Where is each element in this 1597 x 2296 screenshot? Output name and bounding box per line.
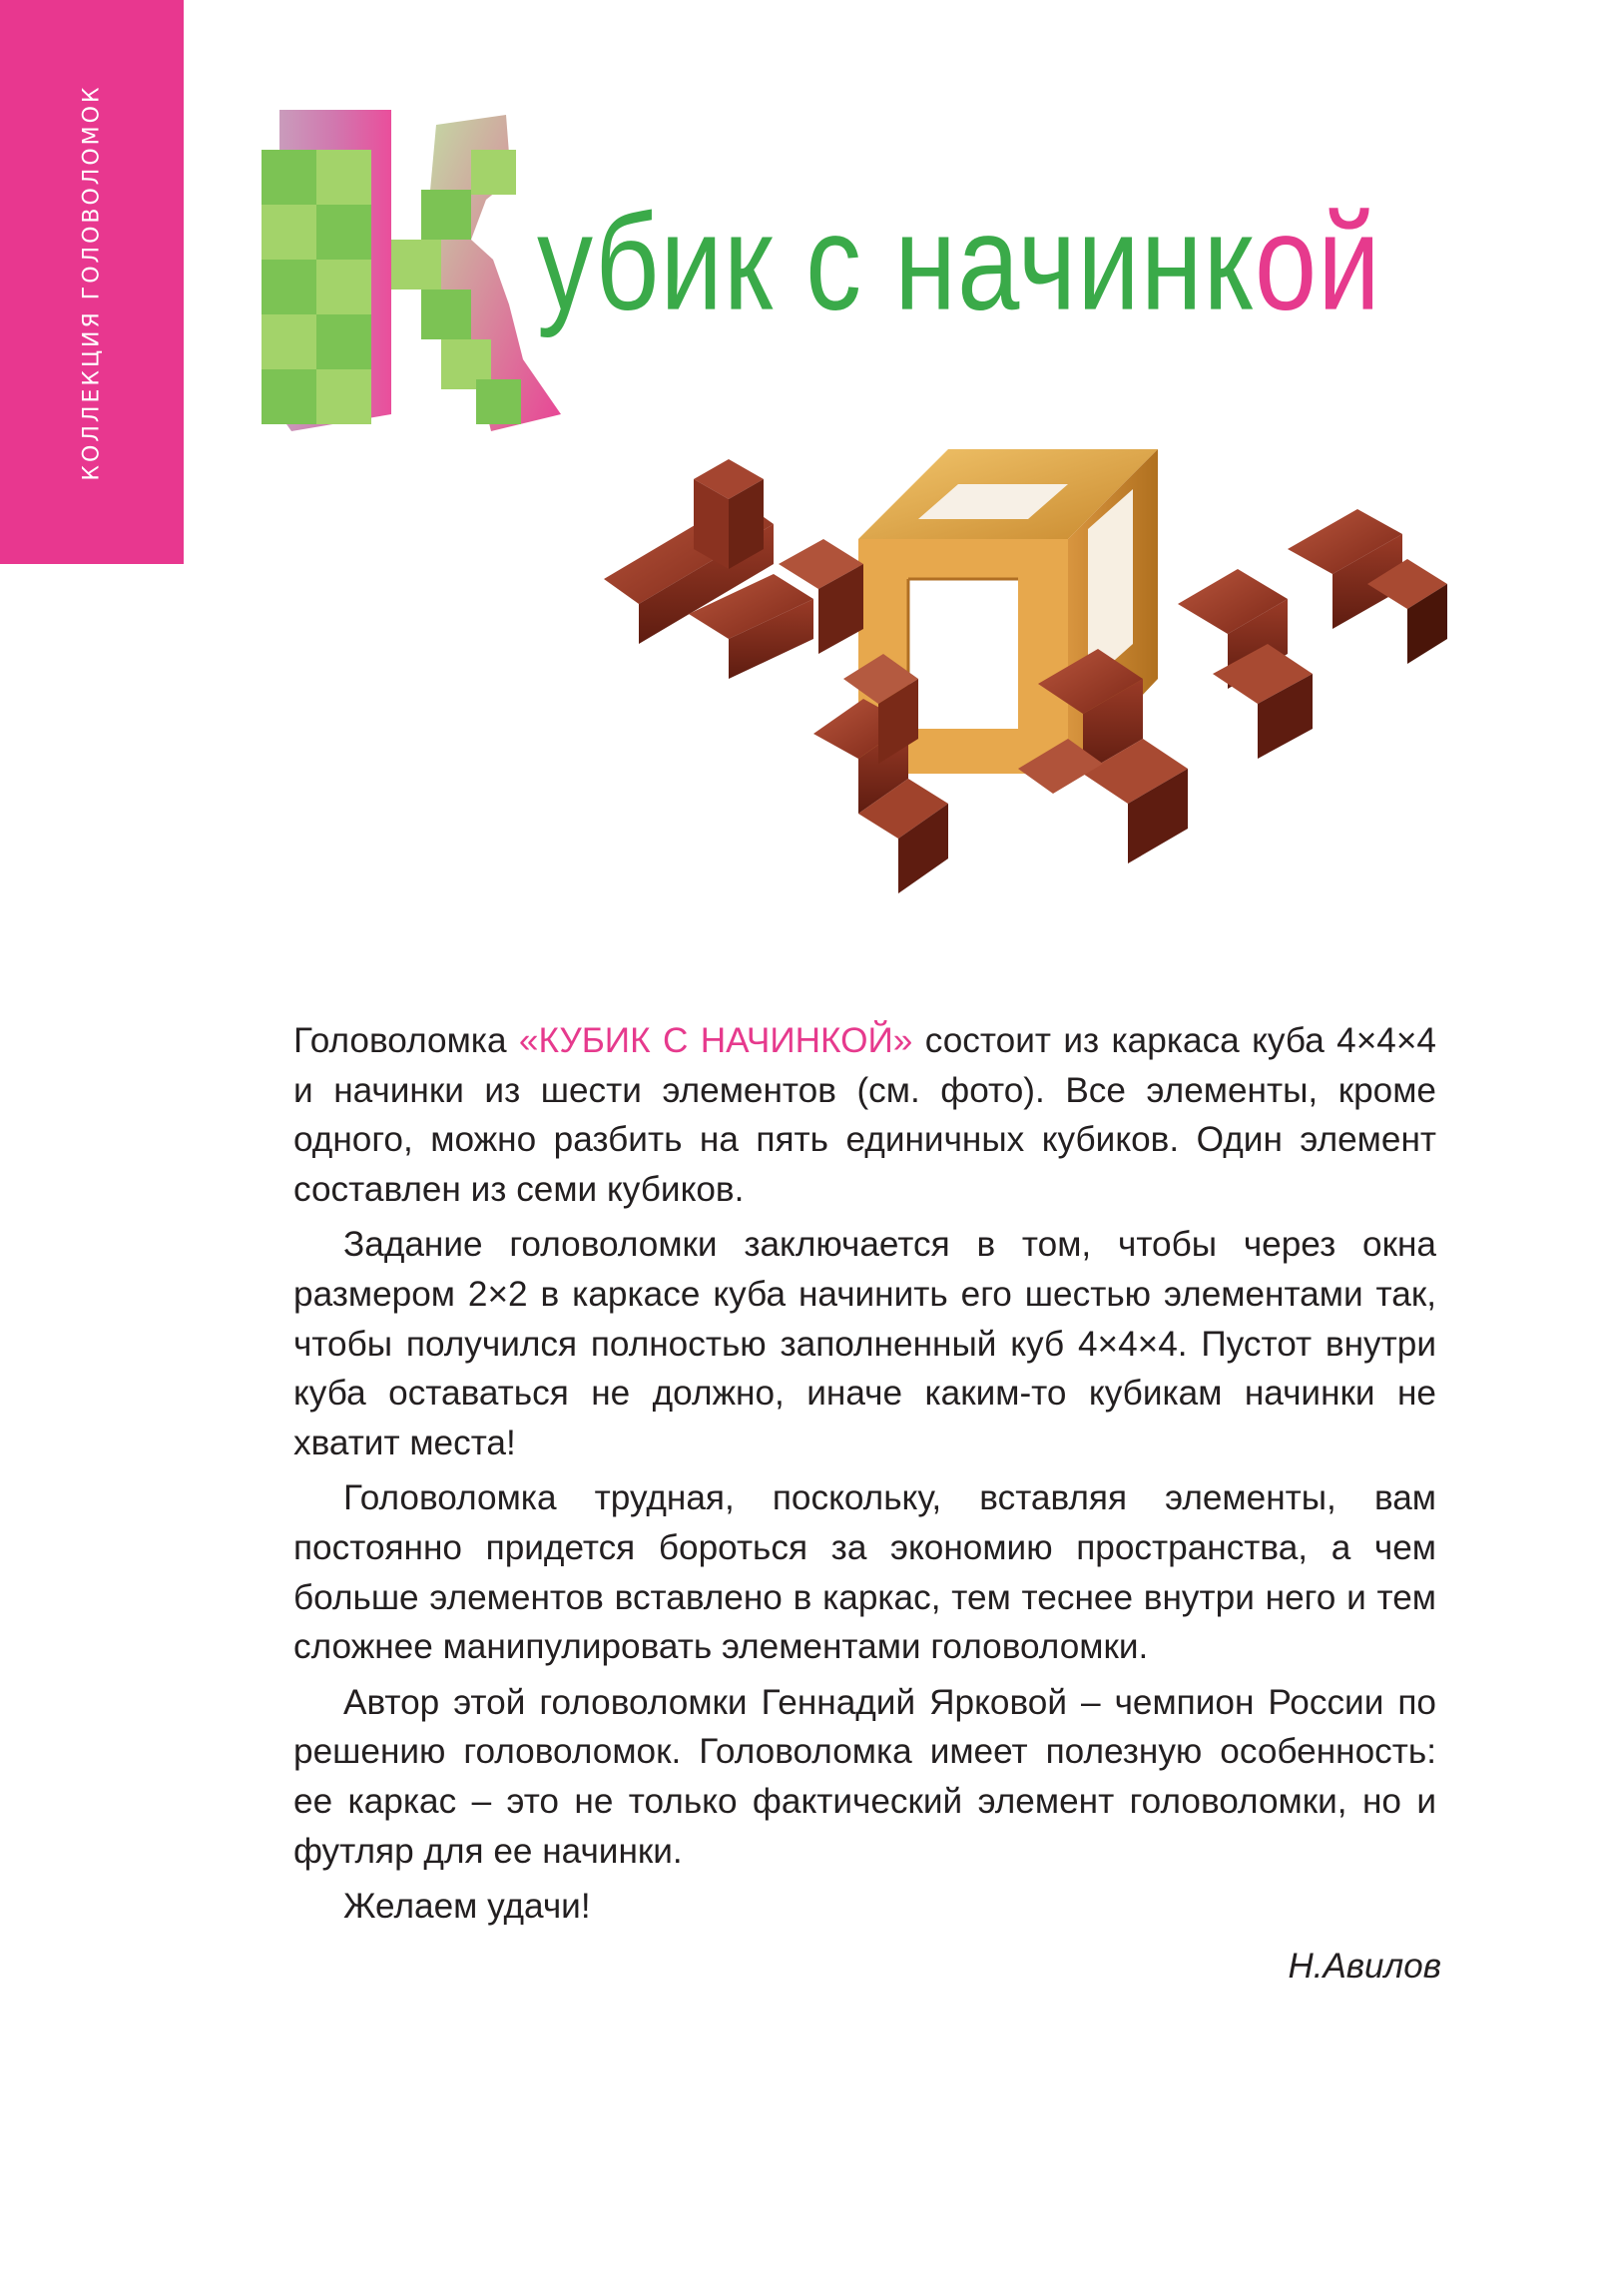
collection-label: КОЛЛЕКЦИЯ ГОЛОВОЛОМОК — [79, 83, 105, 481]
puzzle-photo — [599, 439, 1457, 998]
paragraph-5: Желаем удачи! — [343, 1887, 591, 1927]
paragraph-1 — [293, 1016, 1436, 1214]
author-signature: Н.Авилов — [1288, 1947, 1441, 1986]
paragraph-4: Автор этой головоломки Геннадий Ярковой – чемпион России по решению головоломок. Головоломка имеет полезную особенность: ее каркас – это не только фактический элемент головоломки, но и футляр для ее начинки. — [293, 1682, 1436, 1871]
page-title — [537, 186, 1381, 338]
article-body — [293, 1016, 1436, 1938]
title-main: убик с начинк — [537, 186, 1255, 338]
paragraph-1-lead: Головоломка — [293, 1021, 519, 1060]
paragraph-3: Головоломка трудная, поскольку, вставляя элементы, вам постоянно придется бороться за экономию пространства, а чем больше элементов вставлено в каркас, тем теснее внутри него и тем сложнее манипулировать элементами головоломки. — [293, 1478, 1436, 1667]
paragraph-1-rest: состоит из каркаса куба 4×4×4 и начинки из шести элементов (см. фото). Все элементы, кроме одного, можно разбить на пять единичных кубиков. Один элемент составлен из семи кубиков. — [293, 1021, 1436, 1209]
side-band — [0, 0, 184, 564]
title-initial-letter-logo — [262, 110, 561, 431]
paragraph-2: Задание головоломки заключается в том, чтобы через окна размером 2×2 в каркасе куба начинить его шестью элементами так, чтобы получился полностью заполненный куб 4×4×4. Пустот внутри куба оставаться не должно, иначе каким-то кубикам начинки не хватит места! — [293, 1225, 1436, 1462]
title-accent-letter: ой — [1254, 186, 1381, 338]
puzzle-name: «КУБИК С НАЧИНКОЙ» — [518, 1021, 913, 1060]
